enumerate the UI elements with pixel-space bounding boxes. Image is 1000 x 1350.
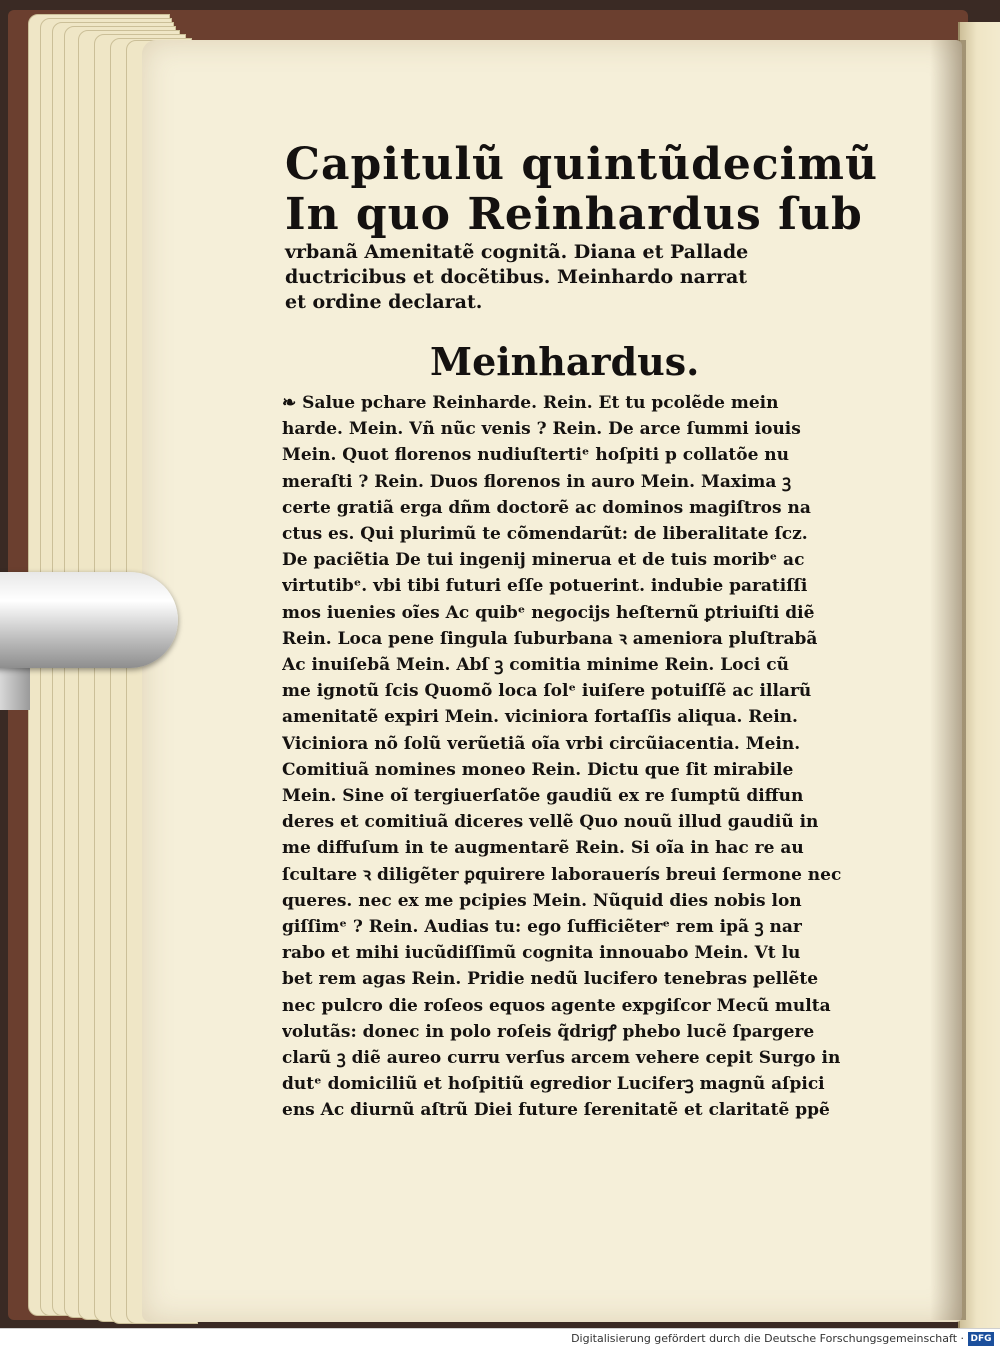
chapter-subtitle-line: vrbanã Amenitatẽ cognitã. Diana et Pallade [285, 241, 749, 263]
speaker-heading: Meinhardus. [430, 339, 700, 384]
text-line: ſcultare ꝛ diligẽter ꝑquirere laborauerís breui ſermone nec [282, 864, 842, 885]
text-line: me ignotũ ſcis Quomõ loca ſolᵉ iuiſere potuiſſẽ ac illarũ [282, 681, 812, 702]
text-line: bet rem agas Rein. Pridie nedũ lucifero tenebras pellẽte [282, 969, 819, 990]
text-line: ❧ Salue pchare Reinharde. Rein. Et tu pcolẽde mein [282, 393, 779, 413]
chapter-subtitle-line: et ordine declarat. [285, 291, 483, 313]
text-line: Comitiuã nomines moneo Rein. Dictu que ſit mirabile [282, 759, 794, 780]
chapter-title-line2: In quo Reinhardus ſub [285, 189, 863, 240]
text-line: queres. nec ex me pcipies Mein. Nũquid dies nobis lon [282, 890, 802, 911]
text-line: harde. Mein. Vñ nũc venis ? Rein. De arce ſummi iouis [282, 419, 801, 440]
text-line: meraſti ? Rein. Duos florenos in auro Mein. Maxima ꝫ [282, 471, 792, 492]
text-line: volutãs: donec in polo roſeis q̃drigꝭ phebo lucẽ ſpargere [282, 1021, 815, 1042]
text-line: dutᵉ domiciliũ et hoſpitiũ egredior Luciferꝫ magnũ aſpici [282, 1074, 825, 1095]
body-text [282, 390, 892, 1124]
dfg-logo: DFG [968, 1332, 994, 1346]
text-line: nec pulcro die roſeos equos agente expgiſcor Mecũ multa [282, 995, 831, 1016]
text-line: me diffuſum in te augmentarẽ Rein. Si oĩa in hac re au [282, 838, 804, 859]
glass-page-holder [0, 572, 178, 668]
text-line: Mein. Sine oĩ tergiuerſatõe gaudiũ ex re ſumptũ diffun [282, 786, 804, 807]
text-line: Rein. Loca pene ſingula ſuburbana ꝛ ameniora pluſtrabã [282, 628, 818, 649]
text-line: ctus es. Qui plurimũ te cõmendarũt: de liberalitate ſcz. [282, 524, 808, 545]
text-line: Mein. Quot florenos nudiuſtertiᵉ hoſpiti p collatõe nu [282, 445, 790, 466]
chapter-subtitle-line: ductricibus et docẽtibus. Meinhardo narrat [285, 266, 748, 288]
chapter-title-line1: Capitulũ quintũdecimũ [285, 139, 878, 190]
text-line: certe gratiã erga dñm doctorẽ ac dominos magiſtros na [282, 497, 811, 518]
text-line: rabo et mihi iucũdiſſimũ cognita innouabo Mein. Vt lu [282, 943, 801, 964]
text-line: virtutibᵉ. vbi tibi futuri eſſe potuerint. indubie paratiſſi [282, 576, 808, 597]
text-line: amenitatẽ expiri Mein. viciniora fortaſſis aliqua. Rein. [282, 707, 798, 728]
text-line: mos iuenies oĩes Ac quibᵉ negocijs heſternũ ꝑtriuiſti diẽ [282, 602, 815, 623]
text-line: Ac inuiſebã Mein. Abſ ꝫ comitia minime Rein. Loci cũ [282, 655, 789, 676]
text-line: giſſimᵉ ? Rein. Audias tu: ego ſufficiẽterᵉ rem ipã ꝫ nar [282, 917, 802, 938]
funding-credit: Digitalisierung gefördert durch die Deutsche Forschungsgemeinschaft · [571, 1332, 964, 1345]
chapter-heading [285, 140, 890, 315]
footer-bar [0, 1328, 1000, 1350]
text-line: De paciẽtia De tui ingenij minerua et de tuis moribᵉ ac [282, 550, 805, 571]
text-line: deres et comitiuã diceres vellẽ Quo nouũ illud gaudiũ in [282, 812, 819, 833]
text-line: clarũ ꝫ diẽ aureo curru verſus arcem vehere cepit Surgo in [282, 1048, 841, 1069]
spine-shadow [930, 40, 966, 1320]
text-line: ens Ac diurnũ aſtrũ Diei future ſerenitatẽ et claritatẽ ppẽ [282, 1100, 830, 1121]
text-line: Viciniora nõ ſolũ verũetiã oĩa vrbi circũiacentia. Mein. [282, 733, 801, 754]
